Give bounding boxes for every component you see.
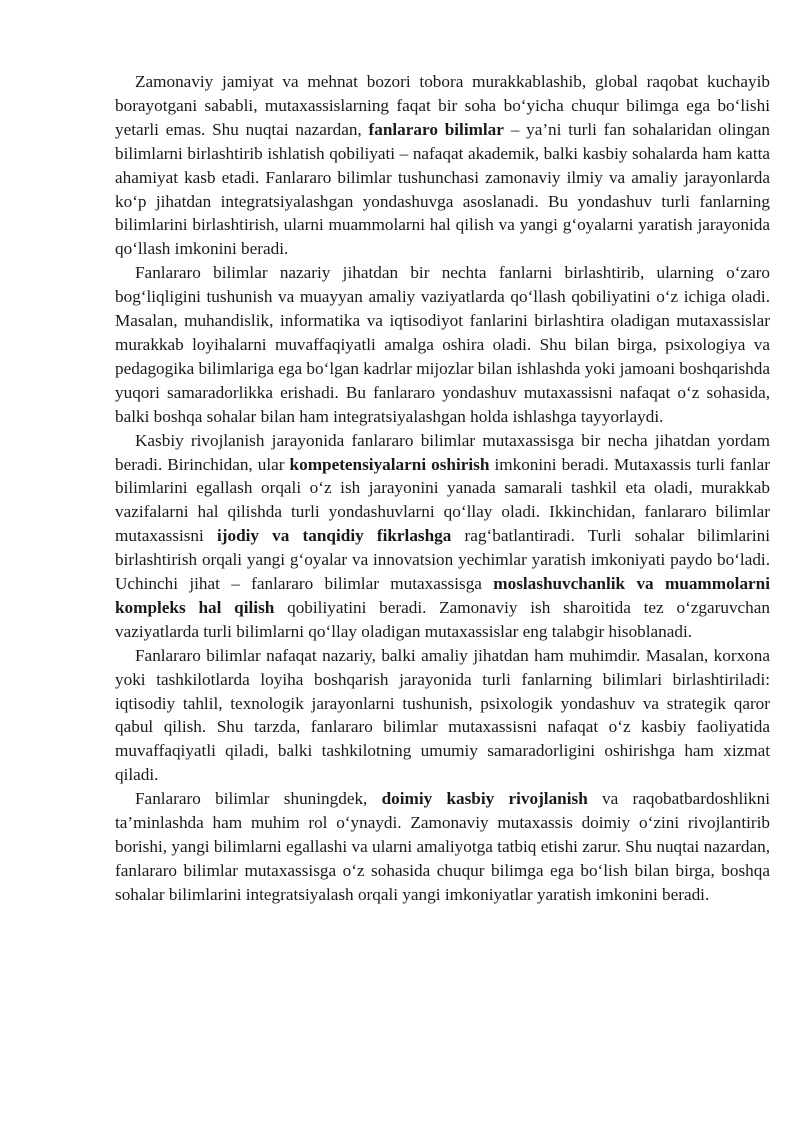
text-run: va raqobatbardoshlikni ta’minlashda ham muhim rol o‘ynaydi. Zamonaviy mutaxassis doimiy o‘zini rivojlantirib borishi, yangi bilimlarni egallashi va ularni amaliyotga tatbiq etishi zarur. Shu nuqtai nazardan, fanlararo bilimlar mutaxassisga o‘z sohasida chuqur bilimga ega bo‘lish bilan birga, boshqa sohalar bilimlarini integratsiyalash orqali yangi imkoniyatlar yaratish imkonini beradi. [115, 789, 770, 904]
text-run: imkonini beradi. Mutaxassis turli fanlar bilimlarini egallash orqali o‘z ish jarayonini yanada samarali tashkil eta oladi, murakkab vazifalarni hal qilishda turli yondashuvlarni qo‘llay oladi. Ikkinchidan, fanlararo bilimlar mutaxassisni [115, 454, 771, 546]
bold-term: doimiy kasbiy rivojlanish [381, 789, 588, 809]
text-run: Kasbiy rivojlanish jarayonida fanlararo bilimlar mutaxassisga bir necha jihatdan yordam beradi. Birinchidan, ular [115, 430, 770, 474]
paragraph-1 [115, 70, 770, 261]
text-run: rag‘batlantiradi. Turli sohalar bilimlarini birlashtirish orqali yangi g‘oyalar va innovatsion yechimlar yaratish imkoniyati paydo bo‘ladi. Uchinchi jihat – fanlararo bilimlar mutaxassisga [115, 526, 770, 594]
document-page [115, 70, 770, 907]
text-run: – ya’ni turli fan sohalaridan olingan bilimlarni birlashtirib ishlatish qobiliyati – nafaqat akademik, balki kasbiy sohalarda ham katta ahamiyat kasb etadi. Fanlararo bilimlar tushunchasi zamonaviy ilmiy va amaliy jarayonlarda ko‘p jihatdan integratsiyalashgan yondashuvga asoslanadi. Bu yondashuv turli fanlarning bilimlarini birlashtirish, ularni muammolarni hal qilish va yangi g‘oyalarni yaratish jarayonida qo‘llash imkonini beradi. [115, 119, 770, 259]
paragraph-5 [115, 787, 770, 907]
bold-term: fanlararo bilimlar [368, 119, 504, 139]
bold-term: kompetensiyalarni oshirish [289, 454, 490, 474]
text-run: Fanlararo bilimlar nafaqat nazariy, balki amaliy jihatdan ham muhimdir. Masalan, korxona yoki tashkilotlarda loyiha boshqarish jarayonida turli fanlarning bilimlari birlashtiriladi: iqtisodiy tahlil, texnologik jarayonlarni tushunish, psixologik yondashuv va strategik qaror qabul qilish. Shu tarzda, fanlararo bilimlar mutaxassisni nafaqat o‘z kasbiy faoliyatida muvaffaqiyatli qiladi, balki tashkilotning umumiy samaradorligini oshirishga ham xizmat qiladi. [115, 645, 770, 785]
text-run: Zamonaviy jamiyat va mehnat bozori tobora murakkablashib, global raqobat kuchayib borayotgani sababli, mutaxassislarning faqat bir soha bo‘yicha chuqur bilimga ega bo‘lishi yetarli emas. Shu nuqtai nazardan, [115, 72, 770, 139]
text-run: Fanlararo bilimlar nazariy jihatdan bir nechta fanlarni birlashtirib, ularning o‘zaro bog‘liqligini tushunish va muayyan amaliy vaziyatlarda qo‘llash qobiliyatini o‘z ichiga oladi. Masalan, muhandislik, informatika va iqtisodiyot fanlarini birlashtira oladigan mutaxassislar murakkab loyihalarni muvaffaqiyatli amalga oshira oladi. Shu bilan birga, psixologiya va pedagogika bilimlariga ega bo‘lgan kadrlar mijozlar bilan ishlashda yoki jamoani boshqarishda yuqori samaradorlikka erishadi. Bu fanlararo yondashuv mutaxassisni nafaqat o‘z sohasida, balki boshqa sohalar bilan ham integratsiyalashgan holda ishlashga tayyorlaydi. [115, 263, 770, 426]
bold-term: ijodiy va tanqidiy fikrlashga [216, 526, 452, 546]
bold-term: moslashuvchanlik va muammolarni kompleks hal qilish [115, 574, 770, 617]
paragraph-2 [115, 261, 770, 428]
paragraph-4 [115, 644, 770, 787]
text-run: qobiliyatini beradi. Zamonaviy ish sharoitida tez o‘zgaruvchan vaziyatlarda turli bilimlarni qo‘llay oladigan mutaxassislar eng talabgir hisoblanadi. [115, 597, 771, 641]
paragraph-3 [115, 429, 770, 644]
text-run: Fanlararo bilimlar shuningdek, [135, 789, 382, 809]
